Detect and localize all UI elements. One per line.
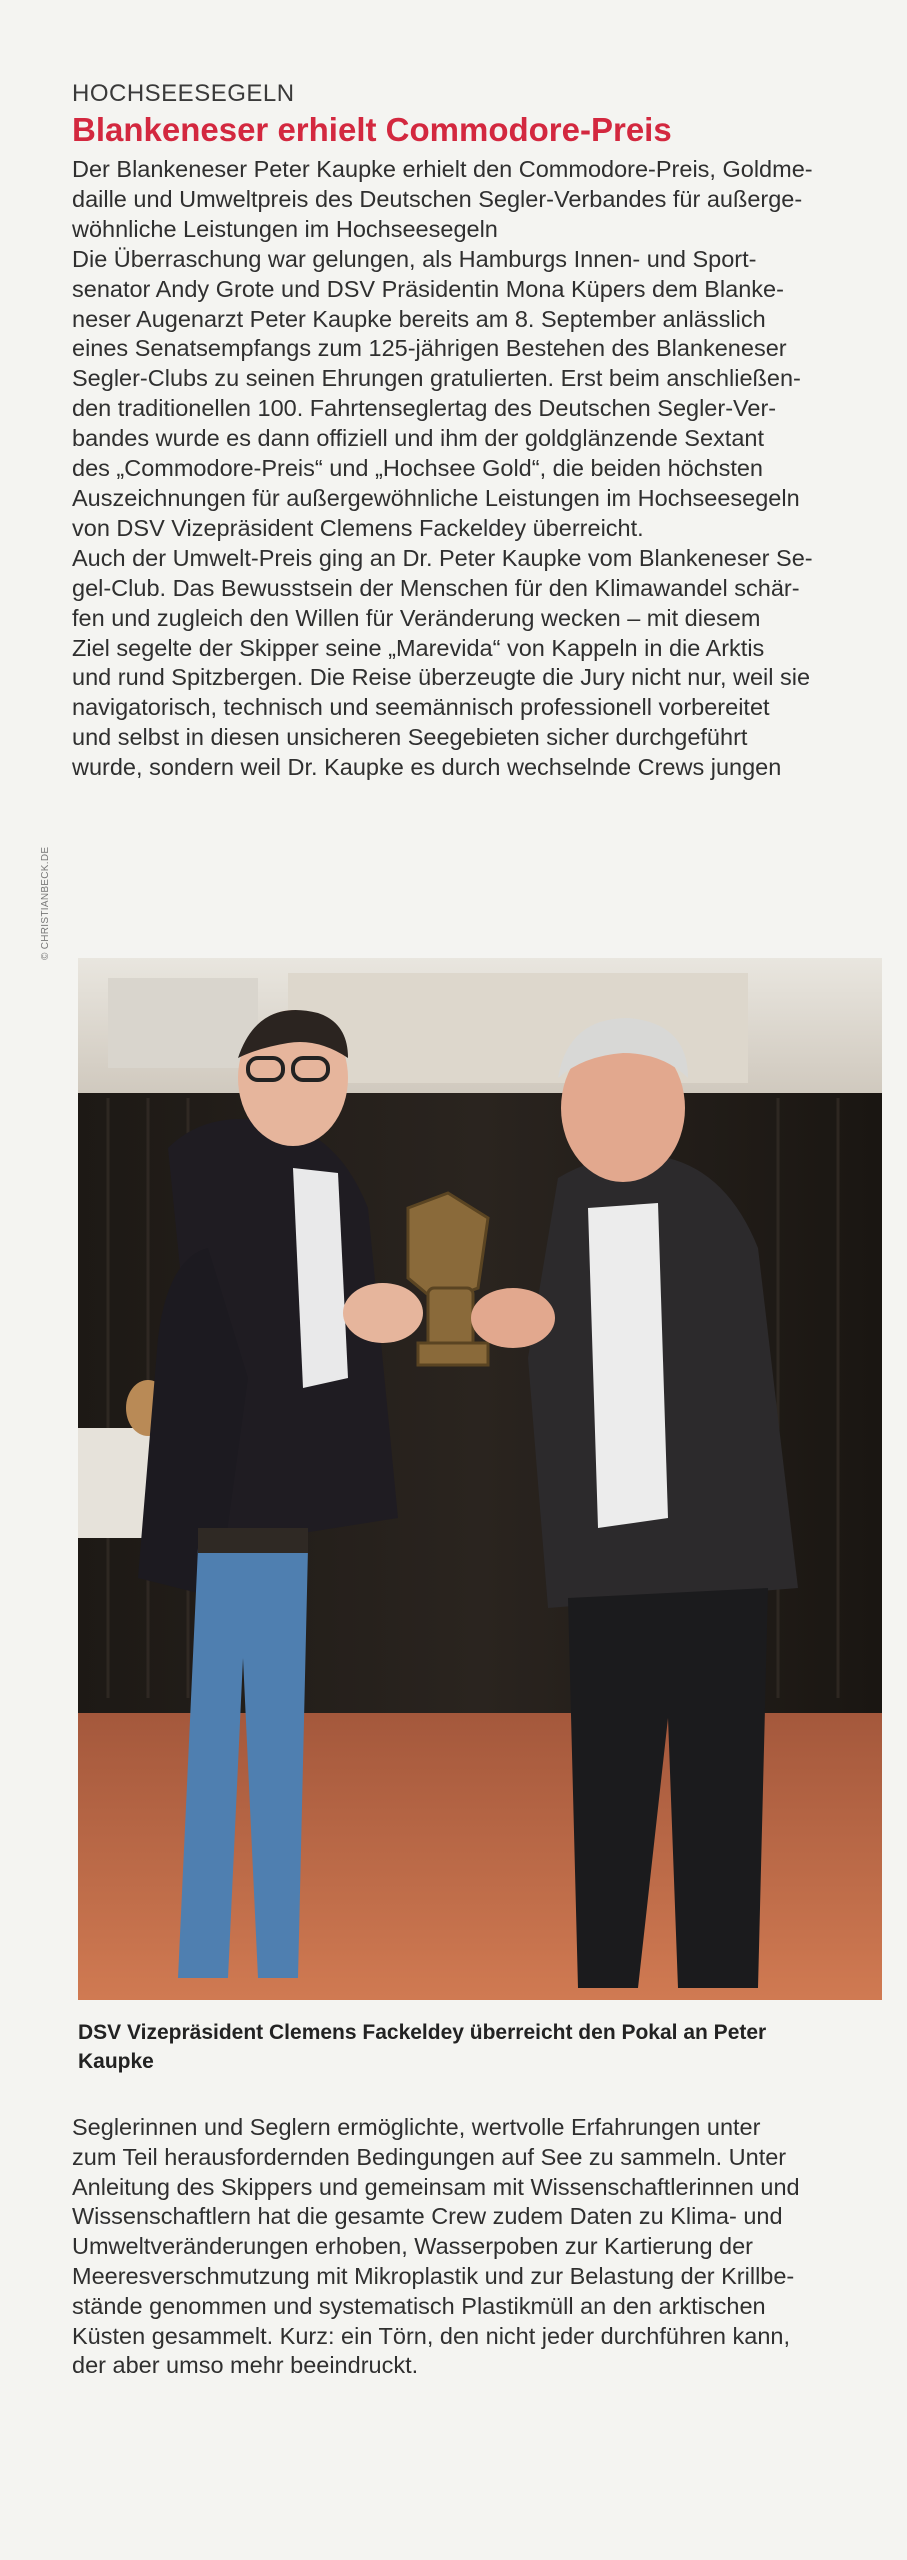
photo-caption <box>78 2018 878 2076</box>
text-line: Segler-Clubs zu seinen Ehrungen gratulierten. Erst beim anschließen- <box>72 365 801 392</box>
photo-credit: © CHRISTIANBECK.DE <box>40 846 51 960</box>
text-line: von DSV Vizepräsident Clemens Fackeldey überreicht. <box>72 514 644 541</box>
text-line: und rund Spitzbergen. Die Reise überzeugte die Jury nicht nur, weil sie <box>72 664 811 691</box>
text-line: Küsten gesammelt. Kurz: ein Törn, den nicht jeder durchführen kann, <box>72 2322 791 2349</box>
text-line: Seglerinnen und Seglern ermöglichte, wertvolle Erfahrungen unter <box>72 2114 761 2140</box>
article-intro-text <box>72 155 878 783</box>
text-line: stände genommen und systematisch Plastikmüll an den arktischen <box>72 2292 766 2319</box>
text-line: den traditionellen 100. Fahrtenseglertag des Deutschen Segler-Ver- <box>72 395 777 422</box>
text-line: navigatorisch, technisch und seemännisch professionell vorbereitet <box>72 694 770 721</box>
text-line: Auch der Umwelt-Preis ging an Dr. Peter Kaupke vom Blankeneser Se- <box>72 544 813 571</box>
text-line: gel-Club. Das Bewusstsein der Menschen für den Klimawandel schär- <box>72 574 800 601</box>
text-line: Der Blankeneser Peter Kaupke erhielt den Commodore-Preis, Goldme- <box>72 156 813 182</box>
text-line: zum Teil herausfordernden Bedingungen auf See zu sammeln. Unter <box>72 2143 787 2170</box>
text-line: fen und zugleich den Willen für Veränderung wecken – mit diesem <box>72 604 761 631</box>
article-headline: Blankeneser erhielt Commodore-Preis <box>72 111 672 148</box>
text-line: wurde, sondern weil Dr. Kaupke es durch wechselnde Crews jungen <box>72 754 782 781</box>
text-line: des „Commodore-Preis“ und „Hochsee Gold“, die beiden höchsten <box>72 455 763 482</box>
text-line: Auszeichnungen für außergewöhnliche Leistungen im Hochseesegeln <box>72 484 800 511</box>
text-line: und selbst in diesen unsicheren Seegebieten sicher durchgeführt <box>72 724 748 751</box>
text-line: Ziel segelte der Skipper seine „Marevida“ von Kappeln in die Arktis <box>72 634 765 661</box>
text-line: Die Überraschung war gelungen, als Hamburgs Innen- und Sport- <box>72 245 757 272</box>
text-line: eines Senatsempfangs zum 125-jährigen Bestehen des Blankeneser <box>72 335 787 362</box>
text-line: der aber umso mehr beeindruckt. <box>72 2352 419 2379</box>
text-line: daille und Umweltpreis des Deutschen Segler-Verbandes für außerge- <box>72 185 803 212</box>
text-line: Anleitung des Skippers und gemeinsam mit Wissenschaftlerinnen und <box>72 2173 800 2200</box>
text-line: Wissenschaftlern hat die gesamte Crew zudem Daten zu Klima- und <box>72 2203 783 2230</box>
article-kicker: HOCHSEESEGELN <box>72 80 295 107</box>
caption-line: DSV Vizepräsident Clemens Fackeldey überreicht den Pokal an Peter <box>78 2021 767 2044</box>
text-line: bandes wurde es dann offiziell und ihm der goldglänzende Sextant <box>72 425 764 452</box>
text-line: senator Andy Grote und DSV Präsidentin Mona Küpers dem Blanke- <box>72 275 784 302</box>
text-line: wöhnliche Leistungen im Hochseesegeln <box>72 215 498 242</box>
text-line: Umweltveränderungen erhoben, Wasserpoben zur Kartierung der <box>72 2233 754 2260</box>
text-line: Meeresverschmutzung mit Mikroplastik und zur Belastung der Krillbe- <box>72 2262 795 2289</box>
award-photo-illustration <box>78 958 882 2000</box>
article-continuation-text <box>72 2113 878 2381</box>
caption-line: Kaupke <box>78 2050 154 2073</box>
award-photo <box>78 958 882 2000</box>
text-line: neser Augenarzt Peter Kaupke bereits am 8. September anlässlich <box>72 305 766 332</box>
